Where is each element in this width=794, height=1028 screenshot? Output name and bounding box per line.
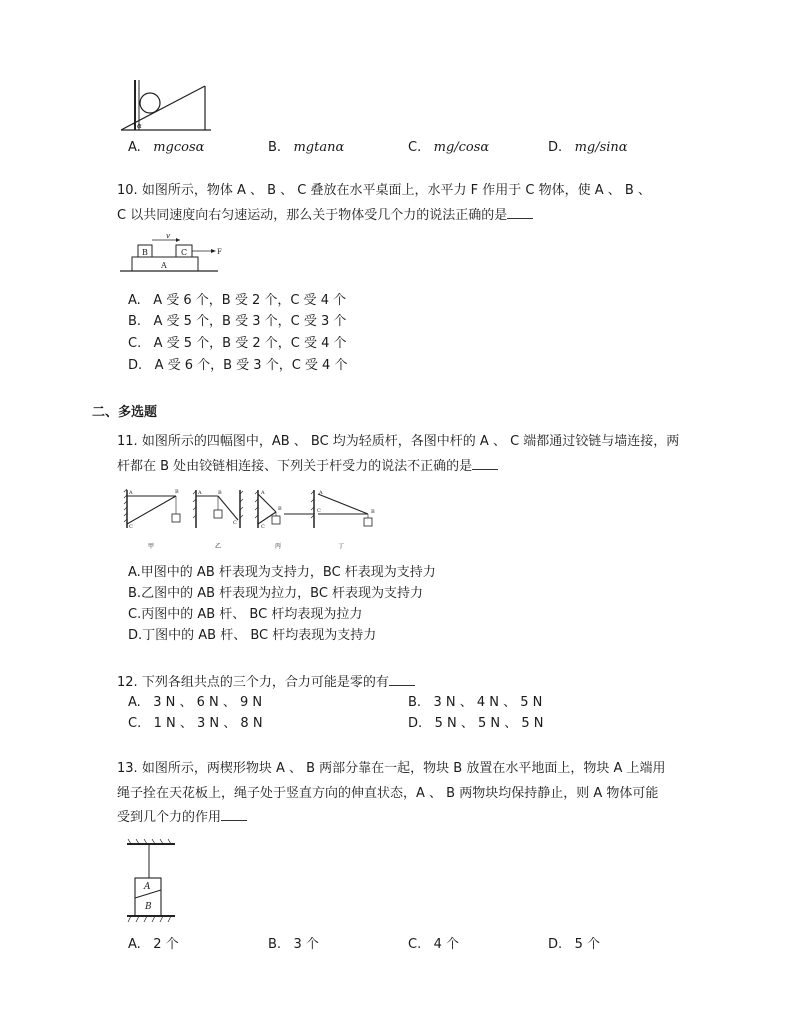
- q10-figure: [118, 232, 230, 274]
- q13-stem-line2: 绳子拴在天花板上，绳子处于竖直方向的伸直状态，A 、 B 两物块均保持静止，则 A 物体可能: [117, 786, 659, 801]
- figure-jia: [124, 489, 180, 530]
- svg-text:C: C: [129, 524, 133, 530]
- label-v: v: [166, 232, 170, 240]
- q13-option-d[interactable]: D. 5 个: [548, 937, 600, 952]
- q9-option-b[interactable]: B. mgtanα: [268, 140, 345, 155]
- svg-text:A: A: [261, 490, 265, 496]
- q11-option-a[interactable]: A.甲图中的 AB 杆表现为支持力，BC 杆表现为支持力: [128, 565, 436, 580]
- q11-stem-line2: 杆都在 B 处由铰链相连接、下列关于杆受力的说法不正确的是: [117, 457, 498, 476]
- answer-blank[interactable]: [389, 673, 415, 686]
- q9-option-a[interactable]: A. mgcosα: [128, 140, 205, 155]
- svg-text:B: B: [175, 489, 179, 495]
- q11-figure: [118, 486, 388, 552]
- svg-text:A: A: [319, 490, 323, 496]
- q13-stem-line1: 13. 如图所示，两楔形物块 A 、 B 两部分靠在一起，物块 B 放置在水平地面上，物块 A 上端用: [117, 761, 666, 776]
- caption-ding: 丁: [338, 543, 345, 550]
- svg-text:C: C: [317, 508, 321, 514]
- label-a: A: [161, 261, 167, 270]
- answer-blank[interactable]: [507, 206, 533, 219]
- block-b-label: B: [145, 902, 152, 912]
- svg-text:B: B: [371, 509, 375, 515]
- q13-option-c[interactable]: C. 4 个: [408, 937, 460, 952]
- figure-yi: [193, 490, 243, 528]
- svg-text:B: B: [218, 490, 222, 496]
- figure-bing: [255, 490, 282, 530]
- q10-option-a[interactable]: A. A 受 6 个，B 受 2 个，C 受 4 个: [128, 293, 347, 308]
- block-a-label: A: [144, 882, 151, 892]
- q9-angle-label: α: [137, 122, 142, 130]
- answer-blank[interactable]: [472, 457, 498, 470]
- q10-option-b[interactable]: B. A 受 5 个，B 受 3 个，C 受 3 个: [128, 314, 347, 329]
- q12-option-a[interactable]: A. 3 N 、 6 N 、 9 N: [128, 695, 263, 710]
- ball: [140, 93, 160, 113]
- svg-text:B: B: [278, 506, 282, 512]
- q13-stem-line3: 受到几个力的作用: [117, 808, 247, 827]
- svg-text:C: C: [261, 524, 265, 530]
- figure-ding: [284, 490, 375, 528]
- q9-option-c[interactable]: C. mg/cosα: [408, 140, 490, 155]
- q13-figure: [123, 838, 179, 926]
- q10-stem-line1: 10. 如图所示，物体 A 、 B 、 C 叠放在水平桌面上，水平力 F 作用于 C 物体，使 A 、 B 、: [117, 183, 651, 198]
- svg-text:C: C: [233, 520, 237, 526]
- q12-option-b[interactable]: B. 3 N 、 4 N 、 5 N: [408, 695, 543, 710]
- caption-yi: 乙: [215, 543, 222, 550]
- svg-text:A: A: [129, 490, 133, 496]
- q11-option-d[interactable]: D.丁图中的 AB 杆、 BC 杆均表现为支持力: [128, 628, 377, 643]
- q11-option-c[interactable]: C.丙图中的 AB 杆、 BC 杆均表现为拉力: [128, 607, 363, 622]
- q10-stem-line2: C 以共同速度向右匀速运动，那么关于物体受几个力的说法正确的是: [117, 206, 533, 225]
- q10-option-d[interactable]: D. A 受 6 个，B 受 3 个，C 受 4 个: [128, 358, 348, 373]
- label-c: C: [181, 248, 188, 257]
- q11-option-b[interactable]: B.乙图中的 AB 杆表现为拉力，BC 杆表现为支持力: [128, 586, 424, 601]
- label-b: B: [142, 248, 148, 257]
- caption-jia: 甲: [148, 543, 155, 550]
- q10-option-c[interactable]: C. A 受 5 个，B 受 2 个，C 受 4 个: [128, 336, 347, 351]
- q12-stem: 12. 下列各组共点的三个力，合力可能是零的有: [117, 673, 415, 692]
- answer-blank[interactable]: [221, 808, 247, 821]
- q9-figure: [115, 78, 215, 134]
- section-title: 二、多选题: [92, 405, 158, 420]
- caption-bing: 丙: [275, 543, 282, 550]
- q12-option-d[interactable]: D. 5 N 、 5 N 、 5 N: [408, 716, 544, 731]
- q13-option-b[interactable]: B. 3 个: [268, 937, 319, 952]
- label-f: F: [217, 248, 222, 256]
- q12-option-c[interactable]: C. 1 N 、 3 N 、 8 N: [128, 716, 263, 731]
- q11-stem-line1: 11. 如图所示的四幅图中，AB 、 BC 均为轻质杆，各图中杆的 A 、 C 端都通过铰链与墙连接，两: [117, 434, 680, 449]
- q13-option-a[interactable]: A. 2 个: [128, 937, 179, 952]
- q9-option-d[interactable]: D. mg/sinα: [548, 140, 628, 155]
- svg-text:A: A: [198, 490, 202, 496]
